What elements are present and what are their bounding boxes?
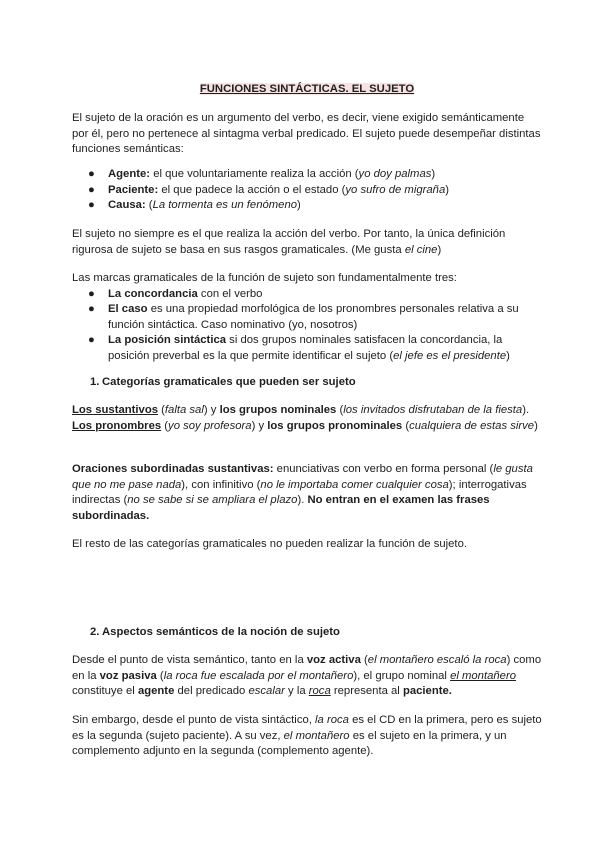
marks-section: Las marcas gramaticales de la función de sujeto son fundamentalmente tres: ● La concordancia con el verbo ● El caso es una propiedad morfológica de los pronombres personales relativa a su función sintáctica. Caso nominativo (yo, nosotros) ● La posición sintáctica si dos grupos nominales satisfacen la concordancia, la posición preverbal es la que permite identificar el sujeto (el jefe es el presidente) <box>72 271 542 365</box>
page-title: FUNCIONES SINTÁCTICAS. EL SUJETO <box>199 83 415 95</box>
semantic-aspects-paragraph: Desde el punto de vista semántico, tanto en la voz activa (el montañero escaló la roca) como en la voz pasiva (la roca fue escalada por el montañero), el grupo nominal el montañero constituye el agente del predicado escalar y la roca representa al paciente. <box>72 654 542 698</box>
subordinate-clauses-paragraph: Oraciones subordinadas sustantivas: enunciativas con verbo en forma personal (le gusta que no me pase nada), con infinitivo (no le importaba comer cualquier cosa); interrogativas indirectas (no se sabe si se ampliara el plazo). No entran en el examen las frases subordinadas. <box>72 463 533 522</box>
list-item: ● Causa: (La tormenta es un fenómeno) <box>88 199 301 212</box>
subject-definition-paragraph: El sujeto no siempre es el que realiza la acción del verbo. Por tanto, la única definición rigurosa de sujeto se basa en sus rasgos gramaticales. (Me gusta el cine) <box>72 228 506 256</box>
intro-paragraph: El sujeto de la oración es un argumento del verbo, es decir, viene exigido semánticamente por él, pero no pertenece al sintagma verbal predicado. El sujeto puede desempeñar distintas funciones semánticas: <box>72 112 541 156</box>
list-item: ● La concordancia con el verbo <box>88 287 263 300</box>
section-2-heading: 2. Aspectos semánticos de la noción de sujeto <box>90 626 340 638</box>
rest-categories-paragraph: El resto de las categorías gramaticales no pueden realizar la función de sujeto. <box>72 538 467 550</box>
semantic-functions-list <box>72 167 542 214</box>
syntactic-aspects-paragraph: Sin embargo, desde el punto de vista sintáctico, la roca es el CD en la primera, pero es sujeto es la segunda (sujeto paciente). A su vez, el montañero es el sujeto en la primera, y un complemento adjunto en la segunda (complemento agente). <box>72 714 542 758</box>
categories-paragraph: Los sustantivos (falta sal) y los grupos nominales (los invitados disfrutaban de la fiesta). Los pronombres (yo soy profesora) y los grupos pronominales (cualquiera de estas sirve) <box>72 404 538 432</box>
list-item: ● La posición sintáctica si dos grupos nominales satisfacen la concordancia, la posición preverbal es la que permite identificar el sujeto (el jefe es el presidente) <box>88 334 510 362</box>
list-item: ● Paciente: el que padece la acción o el estado (yo sufro de migraña) <box>88 183 449 196</box>
section-1-heading: 1. Categorías gramaticales que pueden ser sujeto <box>90 376 356 388</box>
list-item: ● El caso es una propiedad morfológica de los pronombres personales relativa a su función sintáctica. Caso nominativo (yo, nosotros) <box>88 303 519 331</box>
list-item: ● Agente: el que voluntariamente realiza la acción (yo doy palmas) <box>88 168 436 180</box>
